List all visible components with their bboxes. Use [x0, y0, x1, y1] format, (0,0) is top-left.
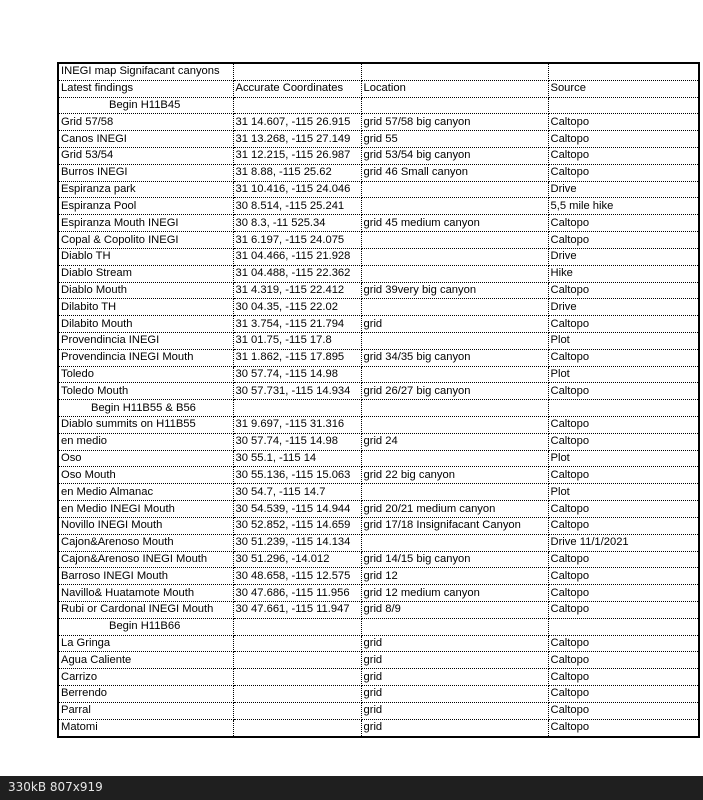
cell-name: Parral: [59, 702, 233, 719]
cell-location: grid 26/27 big canyon: [361, 383, 548, 400]
cell-name: Berrendo: [59, 686, 233, 703]
sheet-title: INEGI map Signifacant canyons: [59, 64, 233, 80]
cell-coords: [233, 702, 361, 719]
cell-name: Rubi or Cardonal INEGI Mouth: [59, 601, 233, 618]
cell-name: en Medio Almanac: [59, 484, 233, 501]
table-row: [59, 164, 698, 181]
cell-source: Plot: [548, 332, 698, 349]
cell-coords: 30 8.514, -115 25.241: [233, 198, 361, 215]
cell-source: Caltopo: [548, 131, 698, 148]
cell-source: Drive: [548, 299, 698, 316]
cell-coords: [233, 652, 361, 669]
cell-source: Caltopo: [548, 635, 698, 652]
cell-name: en Medio INEGI Mouth: [59, 501, 233, 518]
cell-coords: [233, 669, 361, 686]
cell-coords: 30 48.658, -115 12.575: [233, 568, 361, 585]
cell-location: [361, 484, 548, 501]
cell-name: Diablo summits on H11B55: [59, 417, 233, 434]
table-row: [59, 349, 698, 366]
table-row: [59, 232, 698, 249]
cell-name: Espiranza park: [59, 181, 233, 198]
cell-coords: 31 4.319, -115 22.412: [233, 282, 361, 299]
cell-location: [361, 332, 548, 349]
cell-source: Caltopo: [548, 517, 698, 534]
canyon-table: [59, 64, 698, 736]
table-row: [59, 450, 698, 467]
cell-name: Canos INEGI: [59, 131, 233, 148]
cell-name: Grid 57/58: [59, 114, 233, 131]
cell-location: grid 57/58 big canyon: [361, 114, 548, 131]
cell-source: Caltopo: [548, 601, 698, 618]
section-label: Begin H11B55 & B56: [59, 400, 233, 417]
cell-location: [361, 198, 548, 215]
cell-source: Plot: [548, 450, 698, 467]
table-row: [59, 585, 698, 602]
cell-name: Navillo& Huatamote Mouth: [59, 585, 233, 602]
cell-coords: 30 54.539, -115 14.944: [233, 501, 361, 518]
cell-name: Novillo INEGI Mouth: [59, 517, 233, 534]
cell-name: Agua Caliente: [59, 652, 233, 669]
cell-name: Dilabito TH: [59, 299, 233, 316]
cell-name: Oso: [59, 450, 233, 467]
cell-location: grid 17/18 Insignifacant Canyon: [361, 517, 548, 534]
cell-location: [361, 299, 548, 316]
table-row: [59, 417, 698, 434]
table-row: [59, 686, 698, 703]
cell-location: [361, 232, 548, 249]
header-finding: Latest findings: [59, 80, 233, 97]
cell-name: Toledo: [59, 366, 233, 383]
cell-coords: 30 57.731, -115 14.934: [233, 383, 361, 400]
cell-location: grid 14/15 big canyon: [361, 551, 548, 568]
section-row: [59, 618, 698, 635]
table-row: [59, 652, 698, 669]
cell-coords: 31 8.88, -115 25.62: [233, 164, 361, 181]
image-info-text: 330kB 807x919: [8, 780, 103, 794]
cell-coords: 30 04.35, -115 22.02: [233, 299, 361, 316]
cell-source: Caltopo: [548, 568, 698, 585]
cell-coords: 30 8.3, -11 525.34: [233, 215, 361, 232]
cell-coords: [233, 635, 361, 652]
table-row: [59, 702, 698, 719]
table-row: [59, 484, 698, 501]
cell-name: Espiranza Mouth INEGI: [59, 215, 233, 232]
cell-source: Caltopo: [548, 232, 698, 249]
cell-location: grid 20/21 medium canyon: [361, 501, 548, 518]
cell-name: Barroso INEGI Mouth: [59, 568, 233, 585]
cell-coords: 31 04.466, -115 21.928: [233, 248, 361, 265]
cell-source: Hike: [548, 265, 698, 282]
cell-coords: 31 9.697, -115 31.316: [233, 417, 361, 434]
cell-source: Drive 11/1/2021: [548, 534, 698, 551]
table-row: [59, 601, 698, 618]
header-location: Location: [361, 80, 548, 97]
cell-source: Caltopo: [548, 148, 698, 165]
cell-coords: 31 13.268, -115 27.149: [233, 131, 361, 148]
cell-name: Oso Mouth: [59, 467, 233, 484]
cell-source: Plot: [548, 366, 698, 383]
cell-coords: 30 57.74, -115 14.98: [233, 433, 361, 450]
cell-coords: 31 01.75, -115 17.8: [233, 332, 361, 349]
table-row: [59, 433, 698, 450]
table-row: [59, 517, 698, 534]
header-coords: Accurate Coordinates: [233, 80, 361, 97]
cell-name: Diablo TH: [59, 248, 233, 265]
cell-source: Caltopo: [548, 114, 698, 131]
title-row: [59, 64, 698, 80]
cell-name: Toledo Mouth: [59, 383, 233, 400]
cell-location: [361, 265, 548, 282]
table-row: [59, 534, 698, 551]
table-row: [59, 669, 698, 686]
table-row: [59, 501, 698, 518]
cell-source: Plot: [548, 484, 698, 501]
table-row: [59, 467, 698, 484]
cell-coords: 31 12.215, -115 26.987: [233, 148, 361, 165]
table-row: [59, 316, 698, 333]
cell-location: grid: [361, 316, 548, 333]
cell-location: grid 34/35 big canyon: [361, 349, 548, 366]
cell-location: grid: [361, 635, 548, 652]
cell-coords: 31 3.754, -115 21.794: [233, 316, 361, 333]
cell-source: Caltopo: [548, 501, 698, 518]
cell-source: Caltopo: [548, 282, 698, 299]
cell-location: grid: [361, 669, 548, 686]
cell-source: Caltopo: [548, 702, 698, 719]
cell-coords: 30 51.296, -14.012: [233, 551, 361, 568]
cell-location: grid: [361, 719, 548, 736]
cell-source: Caltopo: [548, 551, 698, 568]
cell-source: 5,5 mile hike: [548, 198, 698, 215]
table-row: [59, 551, 698, 568]
cell-name: Matomi: [59, 719, 233, 736]
cell-coords: [233, 686, 361, 703]
cell-name: Burros INEGI: [59, 164, 233, 181]
cell-location: grid: [361, 702, 548, 719]
table-row: [59, 248, 698, 265]
cell-source: Caltopo: [548, 686, 698, 703]
cell-coords: 31 10.416, -115 24.046: [233, 181, 361, 198]
cell-location: grid: [361, 652, 548, 669]
cell-source: Caltopo: [548, 164, 698, 181]
header-source: Source: [548, 80, 698, 97]
cell-coords: 31 1.862, -115 17.895: [233, 349, 361, 366]
cell-source: Caltopo: [548, 383, 698, 400]
cell-coords: 30 47.686, -115 11.956: [233, 585, 361, 602]
cell-location: grid 39very big canyon: [361, 282, 548, 299]
cell-coords: 31 04.488, -115 22.362: [233, 265, 361, 282]
cell-location: grid 22 big canyon: [361, 467, 548, 484]
cell-location: [361, 366, 548, 383]
cell-location: grid 46 Small canyon: [361, 164, 548, 181]
image-info-bar: [0, 776, 703, 800]
cell-source: Drive: [548, 248, 698, 265]
cell-location: [361, 181, 548, 198]
cell-location: [361, 417, 548, 434]
cell-name: Diablo Stream: [59, 265, 233, 282]
table-row: [59, 635, 698, 652]
cell-location: grid: [361, 686, 548, 703]
cell-source: Caltopo: [548, 467, 698, 484]
cell-coords: 30 55.136, -115 15.063: [233, 467, 361, 484]
cell-source: Caltopo: [548, 215, 698, 232]
cell-coords: 30 54.7, -115 14.7: [233, 484, 361, 501]
cell-name: Carrizo: [59, 669, 233, 686]
cell-source: Caltopo: [548, 433, 698, 450]
cell-location: grid 24: [361, 433, 548, 450]
table-row: [59, 299, 698, 316]
table-row: [59, 568, 698, 585]
table-row: [59, 332, 698, 349]
cell-source: Caltopo: [550, 721, 590, 734]
cell-location: grid 53/54 big canyon: [361, 148, 548, 165]
table-row: [59, 383, 698, 400]
cell-name: Provendincia INEGI: [59, 332, 233, 349]
cell-source: Caltopo: [548, 349, 698, 366]
cell-coords: 30 57.74, -115 14.98: [233, 366, 361, 383]
cell-source: Caltopo: [548, 417, 698, 434]
cell-name: en medio: [59, 433, 233, 450]
table-row: [59, 282, 698, 299]
cell-location: grid 12 medium canyon: [361, 585, 548, 602]
spreadsheet-image: [57, 62, 700, 738]
cell-name: Provendincia INEGI Mouth: [59, 349, 233, 366]
section-row: [59, 97, 698, 114]
table-row: [59, 366, 698, 383]
cell-name: Dilabito Mouth: [59, 316, 233, 333]
cell-coords: 30 47.661, -115 11.947: [233, 601, 361, 618]
cell-location: grid 45 medium canyon: [361, 215, 548, 232]
cell-location: grid 8/9: [361, 601, 548, 618]
cell-coords: 30 52.852, -115 14.659: [233, 517, 361, 534]
table-row: [59, 114, 698, 131]
table-row: [59, 265, 698, 282]
section-row: [59, 400, 698, 417]
cell-name: Diablo Mouth: [59, 282, 233, 299]
table-row: [59, 181, 698, 198]
cell-location: [361, 248, 548, 265]
table-row: [59, 198, 698, 215]
cell-source: Caltopo: [548, 669, 698, 686]
cell-name: Cajon&Arenoso Mouth: [59, 534, 233, 551]
cell-location: grid 12: [361, 568, 548, 585]
section-label: Begin H11B66: [59, 618, 233, 635]
cell-source: Drive: [548, 181, 698, 198]
cell-coords: 31 14.607, -115 26.915: [233, 114, 361, 131]
cell-coords: 30 55.1, -115 14: [233, 450, 361, 467]
cell-location: grid 55: [361, 131, 548, 148]
cell-source: Caltopo: [548, 652, 698, 669]
cell-coords: 30 51.239, -115 14.134: [233, 534, 361, 551]
cell-location: [361, 534, 548, 551]
cell-name: Copal & Copolito INEGI: [59, 232, 233, 249]
table-row: [59, 719, 698, 736]
cell-name: Cajon&Arenoso INEGI Mouth: [59, 551, 233, 568]
cell-coords: 31 6.197, -115 24.075: [233, 232, 361, 249]
table-row: [59, 131, 698, 148]
cell-name: Espiranza Pool: [59, 198, 233, 215]
cell-source: Caltopo: [548, 585, 698, 602]
header-row: [59, 80, 698, 97]
table-row: [59, 215, 698, 232]
cell-source: Caltopo: [548, 316, 698, 333]
cell-coords: [233, 719, 361, 736]
section-label: Begin H11B45: [59, 97, 233, 114]
table-row: [59, 148, 698, 165]
cell-name: Grid 53/54: [59, 148, 233, 165]
cell-location: [361, 450, 548, 467]
cell-name: La Gringa: [59, 635, 233, 652]
